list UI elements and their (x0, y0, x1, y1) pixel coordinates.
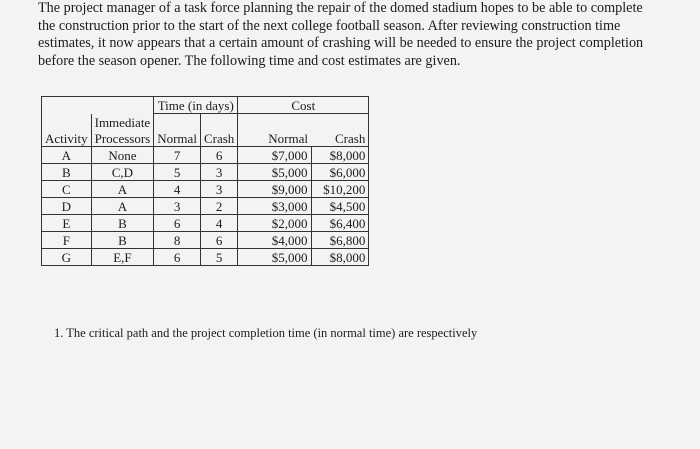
table-row: C A 4 3 $9,000 $10,200 (42, 181, 369, 198)
problem-line: before the season opener. The following time and cost estimates are given. (38, 52, 461, 69)
table-row: E B 6 4 $2,000 $6,400 (42, 215, 369, 232)
problem-line: The project manager of a task force planning the repair of the domed stadium hopes to be able to complete (38, 0, 643, 16)
table-row: D A 3 2 $3,000 $4,500 (42, 198, 369, 215)
question-text: 1. The critical path and the project completion time (in normal time) are respectively (54, 326, 478, 340)
header-processors: Processors (91, 130, 154, 147)
problem-statement (38, 0, 678, 70)
group-header-cost: Cost (238, 97, 369, 114)
time-cost-table (41, 96, 369, 266)
table-row: A None 7 6 $7,000 $8,000 (42, 147, 369, 164)
header-normal-cost: Normal (238, 130, 311, 147)
header-activity: Activity (42, 130, 92, 147)
table-row: G E,F 6 5 $5,000 $8,000 (42, 249, 369, 266)
header-immediate: Immediate (91, 114, 154, 131)
problem-line: estimates, it now appears that a certain amount of crashing will be needed to ensure the project completion (38, 35, 644, 52)
header-crash-cost: Crash (311, 130, 369, 147)
group-header-time: Time (in days) (154, 97, 238, 114)
header-crash-time: Crash (200, 130, 237, 147)
table-row: F B 8 6 $4,000 $6,800 (42, 232, 369, 249)
table-row: B C,D 5 3 $5,000 $6,000 (42, 164, 369, 181)
header-normal-time: Normal (154, 130, 201, 147)
problem-line: the construction prior to the start of the next college football season. After reviewing construction time (38, 17, 621, 34)
